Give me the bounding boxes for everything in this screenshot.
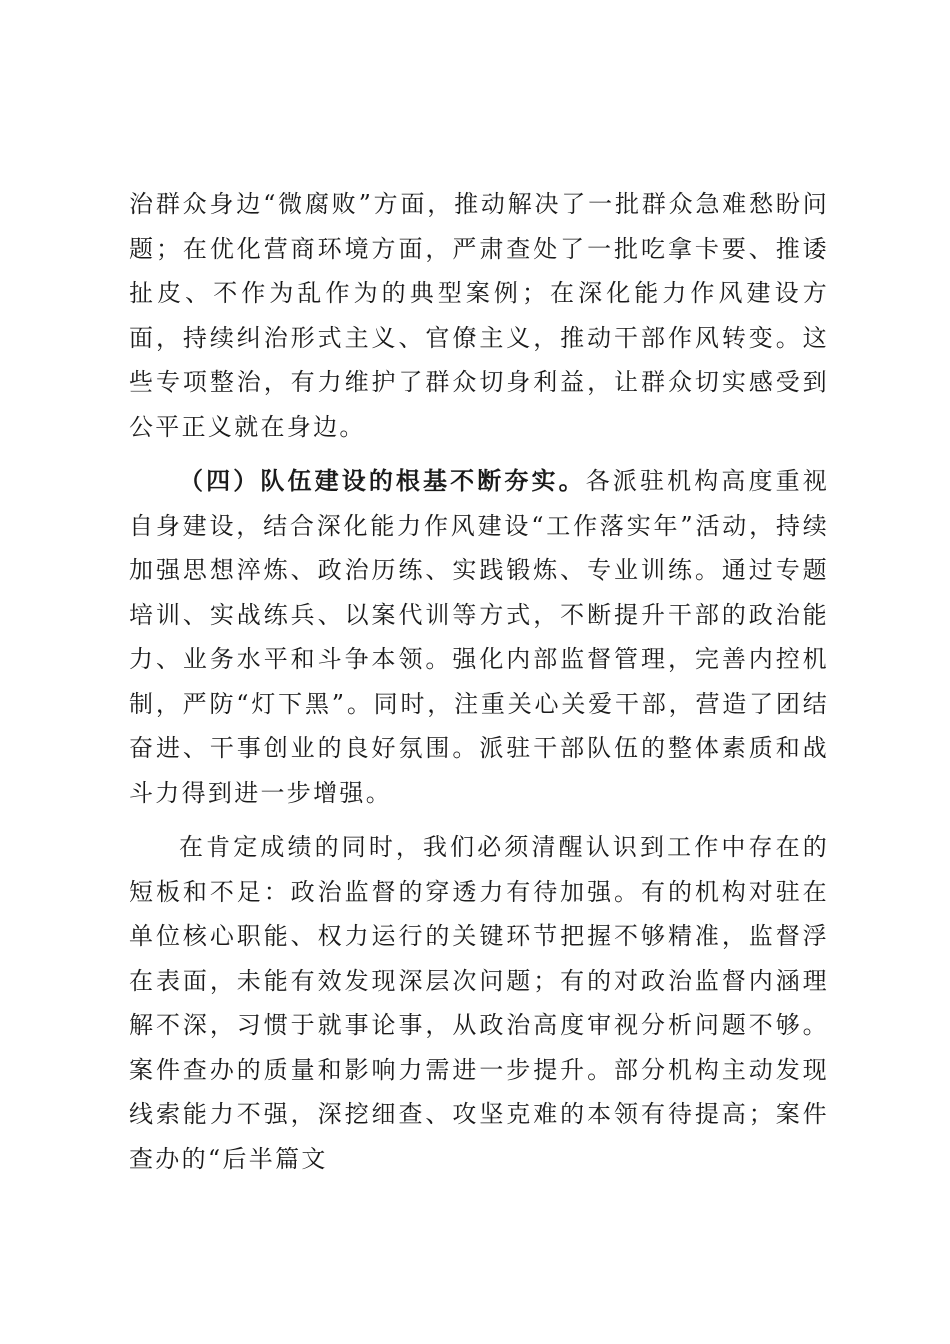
paragraph-text: 在肯定成绩的同时，我们必须清醒认识到工作中存在的短板和不足：政治监督的穿透力有待加强。有的机构对驻在单位核心职能、权力运行的关键环节把握不够精准，监督浮在表面，未能有效发现深层次问题；有的对政治监督内涵理解不深，习惯于就事论事，从政治高度审视分析问题不够。案件查办的质量和影响力需进一步提升。部分机构主动发现线索能力不强，深挖细查、攻坚克难的本领有待提高；案件查办的“后半篇文 — [129, 833, 829, 1173]
paragraph-text: 治群众身边“微腐败”方面，推动解决了一批群众急难愁盼问题；在优化营商环境方面，严肃查处了一批吃拿卡要、推诿扯皮、不作为乱作为的典型案例；在深化能力作风建设方面，持续纠治形式主义、官僚主义，推动干部作风转变。这些专项整治，有力维护了群众切身利益，让群众切实感受到公平正义就在身边。 — [129, 190, 829, 441]
paragraph-shortcomings — [129, 825, 829, 1181]
document-body — [129, 182, 829, 1181]
paragraph-team-building — [129, 459, 829, 815]
section-heading: （四）队伍建设的根基不断夯实。 — [179, 466, 586, 495]
paragraph-special-rectification — [129, 182, 829, 449]
paragraph-text: 各派驻机构高度重视自身建设，结合深化能力作风建设“工作落实年”活动，持续加强思想淬炼、政治历练、实践锻炼、专业训练。通过专题培训、实战练兵、以案代训等方式，不断提升干部的政治能力、业务水平和斗争本领。强化内部监督管理，完善内控机制，严防“灯下黑”。同时，注重关心关爱干部，营造了团结奋进、干事创业的良好氛围。派驻干部队伍的整体素质和战斗力得到进一步增强。 — [129, 467, 830, 807]
